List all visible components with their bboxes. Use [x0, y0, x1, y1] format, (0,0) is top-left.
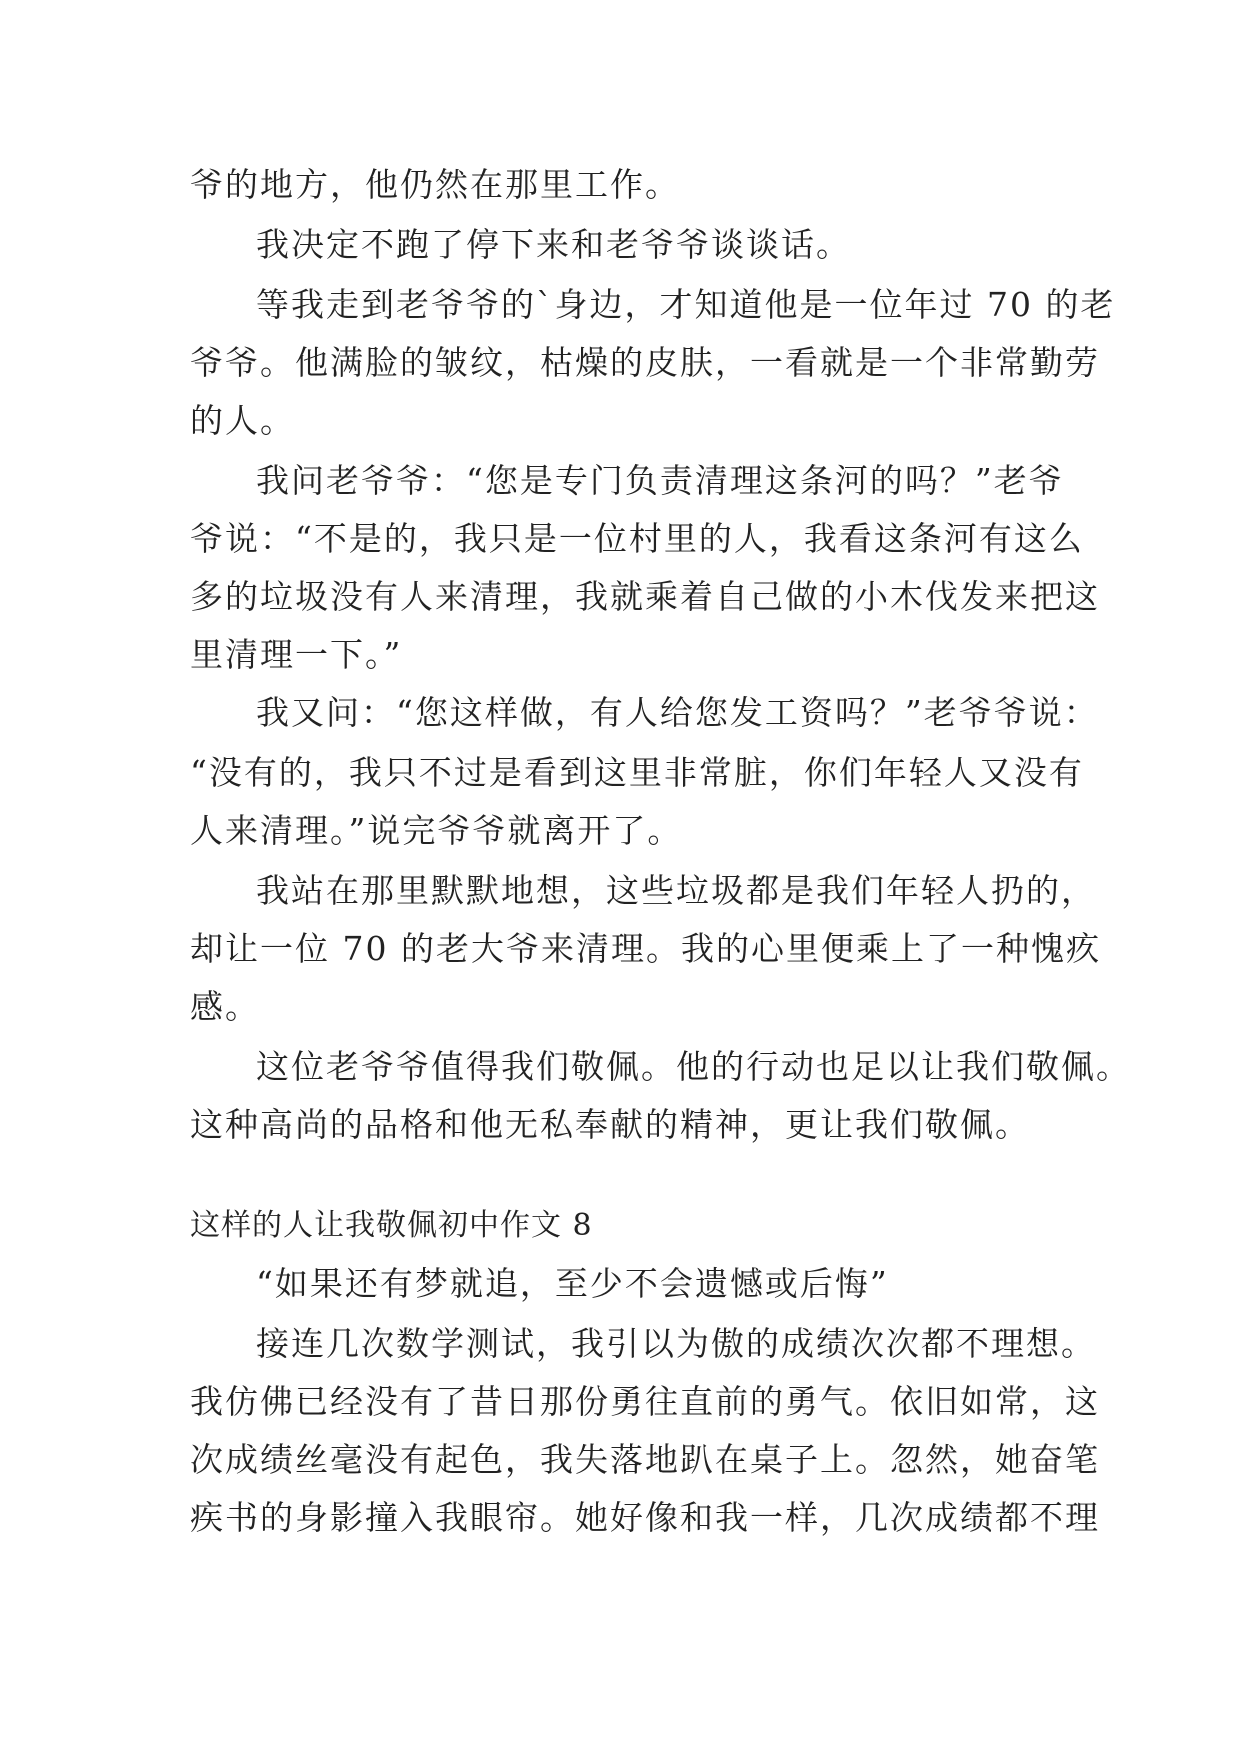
- paragraph-line: 这位老爷爷值得我们敬佩。他的行动也足以让我们敬佩。: [256, 1047, 1131, 1086]
- paragraph-line: 里清理一下。”: [190, 635, 403, 674]
- section-title: 这样的人让我敬佩初中作文 8: [190, 1208, 593, 1243]
- paragraph-line: 等我走到老爷爷的`身边，才知道他是一位年过 70 的老: [256, 285, 1116, 324]
- paragraph-line: 我决定不跑了停下来和老爷爷谈谈话。: [256, 225, 851, 264]
- paragraph-line: “没有的，我只不过是看到这里非常脏，你们年轻人又没有: [190, 753, 1084, 792]
- paragraph-line: 这种高尚的品格和他无私奉献的精神，更让我们敬佩。: [190, 1105, 1030, 1144]
- paragraph-line: 人来清理。”说完爷爷就离开了。: [190, 811, 683, 850]
- paragraph-line: 多的垃圾没有人来清理，我就乘着自己做的小木伐发来把这: [190, 577, 1100, 616]
- epigraph-line: “如果还有梦就追，至少不会遗憾或后悔”: [256, 1264, 889, 1303]
- paragraph-line: 爷爷。他满脸的皱纹，枯燥的皮肤，一看就是一个非常勤劳: [190, 343, 1100, 382]
- paragraph-line: 感。: [190, 987, 260, 1026]
- paragraph-line: 爷说：“不是的，我只是一位村里的人，我看这条河有这么: [190, 519, 1084, 558]
- paragraph-line: 疾书的身影撞入我眼帘。她好像和我一样，几次成绩都不理: [190, 1498, 1100, 1537]
- paragraph-line: 的人。: [190, 401, 295, 440]
- paragraph-line: 次成绩丝毫没有起色，我失落地趴在桌子上。忽然，她奋笔: [190, 1440, 1100, 1479]
- paragraph-line: 却让一位 70 的老大爷来清理。我的心里便乘上了一种愧疚: [190, 929, 1101, 968]
- paragraph-line: 我仿佛已经没有了昔日那份勇往直前的勇气。依旧如常，这: [190, 1382, 1100, 1421]
- paragraph-line: 接连几次数学测试，我引以为傲的成绩次次都不理想。: [256, 1324, 1096, 1363]
- paragraph-line: 我问老爷爷：“您是专门负责清理这条河的吗？”老爷: [256, 461, 1064, 500]
- paragraph-line: 爷的地方，他仍然在那里工作。: [190, 165, 680, 204]
- paragraph-line: 我又问：“您这样做，有人给您发工资吗？”老爷爷说：: [256, 693, 1099, 732]
- paragraph-line: 我站在那里默默地想，这些垃圾都是我们年轻人扔的，: [256, 871, 1096, 910]
